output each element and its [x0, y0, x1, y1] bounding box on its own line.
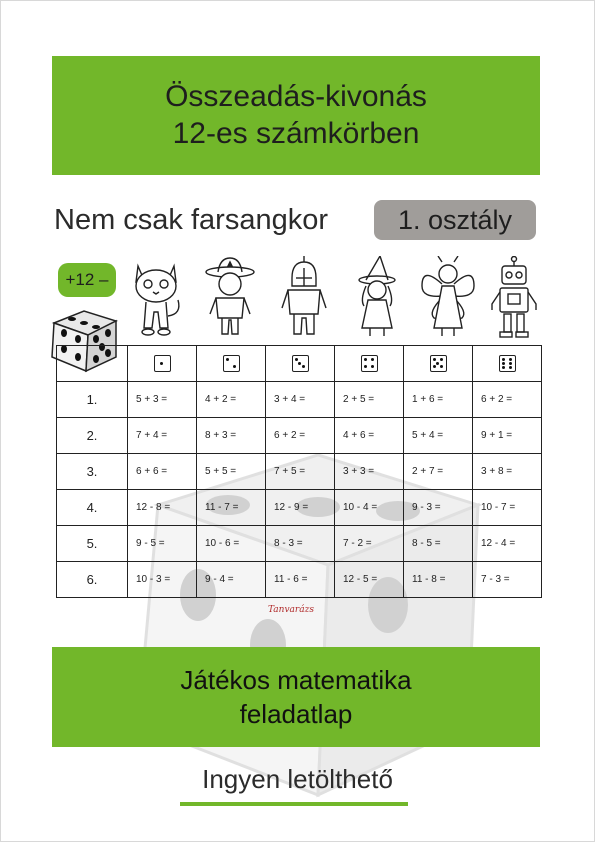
- dice-header-row: [57, 346, 542, 382]
- exercise-cell[interactable]: 9 - 3 =: [404, 490, 473, 526]
- exercise-cell[interactable]: 7 + 4 =: [128, 418, 197, 454]
- grade-badge: 1. osztály: [374, 200, 536, 240]
- dice-face-4: [335, 346, 404, 382]
- die-two-icon: [223, 355, 240, 372]
- exercise-cell[interactable]: 11 - 6 =: [266, 562, 335, 598]
- die-three-icon: [292, 355, 309, 372]
- exercise-cell[interactable]: 10 - 7 =: [473, 490, 542, 526]
- exercise-cell[interactable]: 11 - 7 =: [197, 490, 266, 526]
- fairy-icon: [420, 256, 476, 342]
- exercise-cell[interactable]: 5 + 4 =: [404, 418, 473, 454]
- exercise-cell[interactable]: 12 - 4 =: [473, 526, 542, 562]
- row-number: 1.: [57, 382, 128, 418]
- row-number: 2.: [57, 418, 128, 454]
- exercise-cell[interactable]: 5 + 3 =: [128, 382, 197, 418]
- bottom-banner: [52, 647, 540, 747]
- exercise-cell[interactable]: 8 + 3 =: [197, 418, 266, 454]
- exercise-cell[interactable]: 6 + 2 =: [473, 382, 542, 418]
- knight-icon: [276, 256, 332, 342]
- dice-face-6: [473, 346, 542, 382]
- exercise-cell[interactable]: 6 + 2 =: [266, 418, 335, 454]
- die-four-icon: [361, 355, 378, 372]
- download-underline: [180, 802, 408, 806]
- table-row: [57, 490, 542, 526]
- exercise-table: [56, 345, 542, 598]
- exercise-cell[interactable]: 9 + 1 =: [473, 418, 542, 454]
- title-banner: [52, 56, 540, 175]
- exercise-cell[interactable]: 10 - 3 =: [128, 562, 197, 598]
- exercise-cell[interactable]: 10 - 4 =: [335, 490, 404, 526]
- cat-icon: [128, 256, 184, 342]
- exercise-cell[interactable]: 6 + 6 =: [128, 454, 197, 490]
- row-number: 3.: [57, 454, 128, 490]
- exercise-cell[interactable]: 9 - 5 =: [128, 526, 197, 562]
- bottom-banner-line-1: Játékos matematika: [180, 665, 412, 695]
- exercise-cell[interactable]: 12 - 9 =: [266, 490, 335, 526]
- table-row: [57, 454, 542, 490]
- exercise-cell[interactable]: 3 + 4 =: [266, 382, 335, 418]
- dice-face-3: [266, 346, 335, 382]
- exercise-cell[interactable]: 10 - 6 =: [197, 526, 266, 562]
- dice-face-5: [404, 346, 473, 382]
- exercise-cell[interactable]: 12 - 5 =: [335, 562, 404, 598]
- table-row: [57, 418, 542, 454]
- exercise-cell[interactable]: 9 - 4 =: [197, 562, 266, 598]
- free-download-text: Ingyen letölthető: [202, 764, 393, 794]
- dice-face-1: [128, 346, 197, 382]
- exercise-cell[interactable]: 2 + 5 =: [335, 382, 404, 418]
- exercise-cell[interactable]: 7 - 3 =: [473, 562, 542, 598]
- exercise-cell[interactable]: 7 + 5 =: [266, 454, 335, 490]
- cowboy-icon: [202, 256, 258, 342]
- exercise-cell[interactable]: 11 - 8 =: [404, 562, 473, 598]
- table-row: [57, 526, 542, 562]
- subtitle: Nem csak farsangkor: [54, 204, 328, 236]
- operation-badge: +12 –: [58, 263, 116, 297]
- table-row: [57, 382, 542, 418]
- row-number: 4.: [57, 490, 128, 526]
- dice-face-2: [197, 346, 266, 382]
- character-row: [128, 256, 538, 342]
- exercise-cell[interactable]: 2 + 7 =: [404, 454, 473, 490]
- row-number: 6.: [57, 562, 128, 598]
- table-row: [57, 562, 542, 598]
- exercise-cell[interactable]: 3 + 8 =: [473, 454, 542, 490]
- exercise-cell[interactable]: 3 + 3 =: [335, 454, 404, 490]
- exercise-cell[interactable]: 4 + 2 =: [197, 382, 266, 418]
- exercise-cell[interactable]: 8 - 3 =: [266, 526, 335, 562]
- bottom-banner-line-2: feladatlap: [239, 699, 353, 729]
- die-six-icon: [499, 355, 516, 372]
- exercise-cell[interactable]: 1 + 6 =: [404, 382, 473, 418]
- robot-icon: [486, 256, 542, 342]
- publisher-logo: Tanvarázs: [268, 605, 314, 615]
- exercise-cell[interactable]: 8 - 5 =: [404, 526, 473, 562]
- exercise-cell[interactable]: 4 + 6 =: [335, 418, 404, 454]
- exercise-cell[interactable]: 12 - 8 =: [128, 490, 197, 526]
- exercise-cell[interactable]: 7 - 2 =: [335, 526, 404, 562]
- row-number: 5.: [57, 526, 128, 562]
- title-line-2: 12-es számkörben: [172, 116, 420, 150]
- corner-cell: [57, 346, 128, 382]
- die-one-icon: [154, 355, 171, 372]
- die-five-icon: [430, 355, 447, 372]
- title-line-1: Összeadás-kivonás: [165, 79, 427, 113]
- exercise-cell[interactable]: 5 + 5 =: [197, 454, 266, 490]
- witch-icon: [350, 256, 406, 342]
